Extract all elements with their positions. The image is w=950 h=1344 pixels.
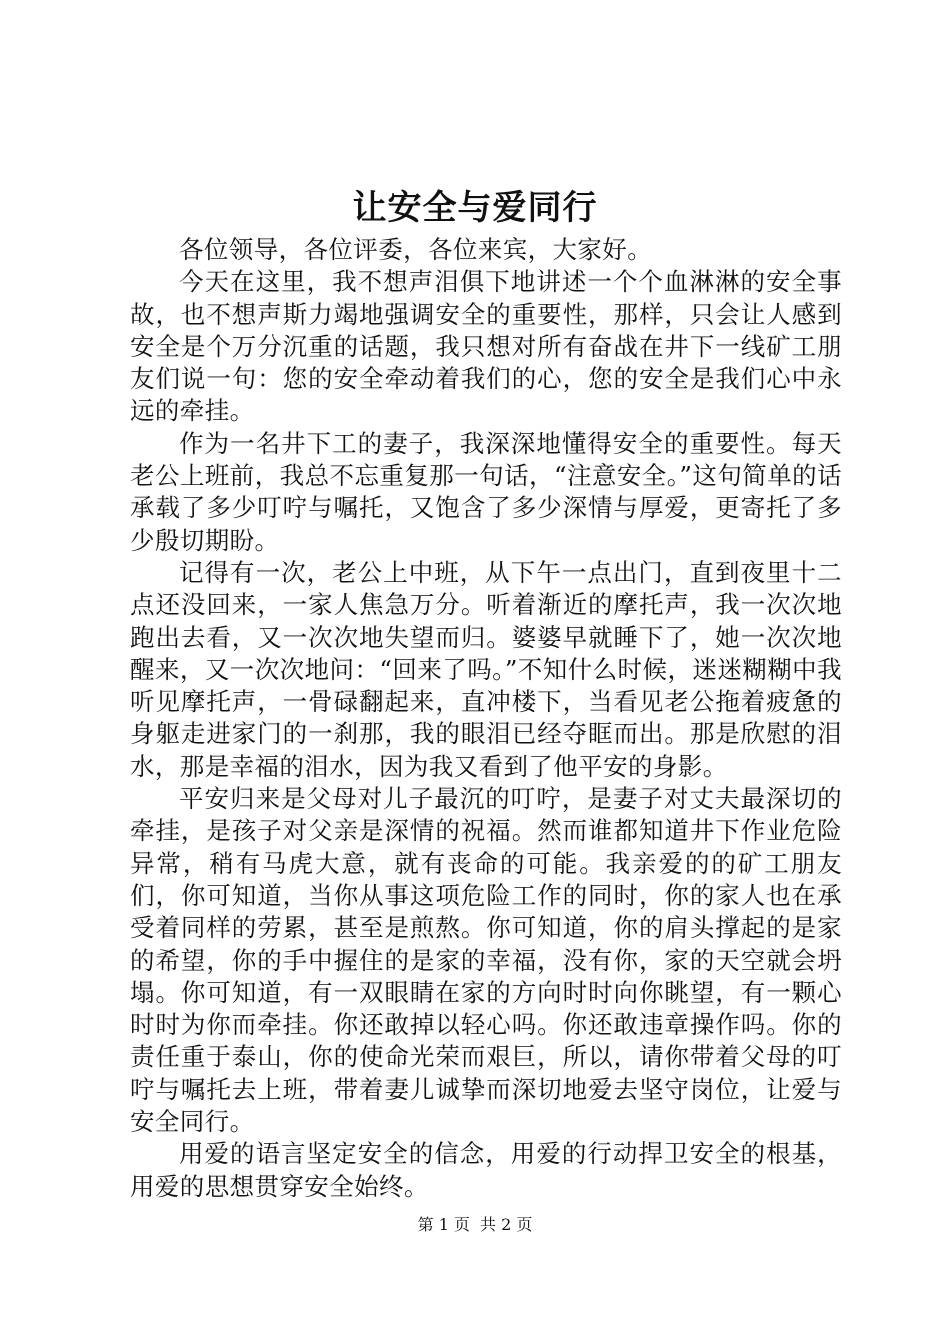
page-total: 共 2 页: [480, 1215, 533, 1234]
paragraph-wife: 作为一名井下工的妻子，我深深地懂得安全的重要性。每天老公上班前，我总不忘重复那一句话，“注意安全。”这句简单的话承载了多少叮咛与嘱托，又饱含了多少深情与厚爱，更寄托了多少殷切期盼。: [130, 428, 842, 555]
page-number: 第 1 页: [417, 1215, 470, 1234]
paragraph-closing: 用爱的语言坚定安全的信念，用爱的行动捍卫安全的根基，用爱的思想贯穿安全始终。: [130, 1139, 842, 1201]
paragraph-greeting: 各位领导，各位评委，各位来宾，大家好。: [179, 235, 653, 264]
page-footer: [0, 1214, 950, 1236]
paragraph-memory: 记得有一次，老公上中班，从下午一点出门，直到夜里十二点还没回来，一家人焦急万分。听着渐近的摩托声，我一次次地跑出去看，又一次次地失望而归。婆婆早就睡下了，她一次次地醒来，又一次次地问：“回来了吗。”不知什么时候，迷迷糊糊中我听见摩托声，一骨碌翻起来，直冲楼下，当看见老公拖着疲惫的身躯走进家门的一刹那，我的眼泪已经夺眶而出。那是欣慰的泪水，那是幸福的泪水，因为我又看到了他平安的身影。: [130, 557, 842, 781]
paragraph-intro: 今天在这里，我不想声泪俱下地讲述一个个血淋淋的安全事故，也不想声斯力竭地强调安全的重要性，那样，只会让人感到安全是个万分沉重的话题，我只想对所有奋战在井下一线矿工朋友们说一句：您的安全牵动着我们的心，您的安全是我们心中永远的牵挂。: [130, 267, 842, 426]
document-title: 让安全与爱同行: [352, 188, 598, 228]
document-body: [130, 234, 842, 1203]
paragraph-appeal: 平安归来是父母对儿子最沉的叮咛，是妻子对丈夫最深切的牵挂，是孩子对父亲是深情的祝福。然而谁都知道井下作业危险异常，稍有马虎大意，就有丧命的可能。我亲爱的的矿工朋友们，你可知道，当你从事这项危险工作的同时，你的家人也在承受着同样的劳累，甚至是煎熬。你可知道，你的肩头撑起的是家的希望，你的手中握住的是家的幸福，没有你，家的天空就会坍塌。你可知道，有一双眼睛在家的方向时时向你眺望，有一颗心时时为你而牵挂。你还敢掉以轻心吗。你还敢违章操作吗。你的责任重于泰山，你的使命光荣而艰巨，所以，请你带着父母的叮咛与嘱托去上班，带着妻儿诚挚而深切地爱去坚守岗位，让爱与安全同行。: [130, 784, 842, 1137]
